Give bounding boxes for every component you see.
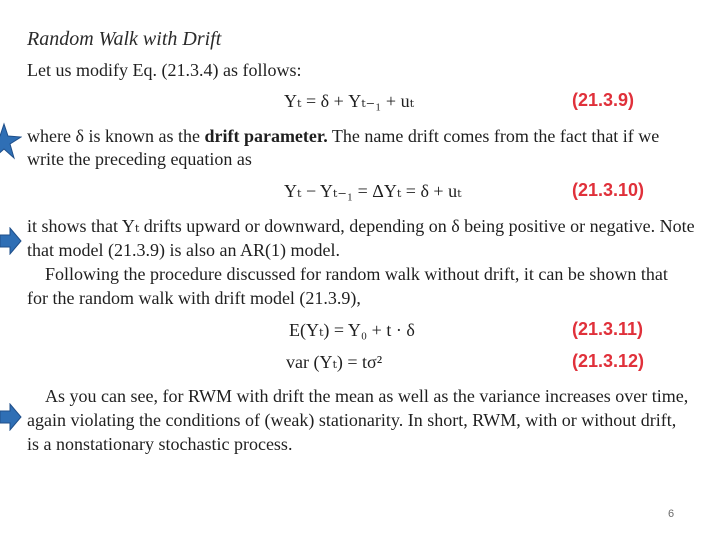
equation-number-21-3-11: (21.3.11) — [572, 319, 644, 339]
equation-21-3-12: var (Yₜ) = tσ² — [286, 352, 383, 372]
para1-text-a: where δ is known as the — [27, 126, 205, 146]
paragraph-2-line-1: it shows that Yₜ drifts upward or downward, depending on δ being positive or negative. Note — [27, 216, 695, 236]
arrow-right-icon — [0, 403, 22, 431]
paragraph-4-line-3: is a nonstationary stochastic process. — [27, 434, 293, 454]
paragraph-4-line-2: again violating the conditions of (weak) stationarity. In short, RWM, with or without drift, — [27, 410, 677, 430]
equation-number-21-3-10: (21.3.10) — [572, 180, 645, 200]
paragraph-4-line-1: As you can see, for RWM with drift the mean as well as the variance increases over time, — [45, 386, 689, 406]
section-heading: Random Walk with Drift — [27, 28, 222, 50]
star-icon — [0, 122, 22, 162]
equation-21-3-9: Yₜ = δ + Yₜ₋₁ + uₜ — [284, 91, 415, 111]
paragraph-1-line-1 — [27, 126, 659, 147]
equation-21-3-10: Yₜ − Yₜ₋₁ = ΔYₜ = δ + uₜ — [284, 181, 462, 201]
paragraph-3-line-1: Following the procedure discussed for random walk without drift, it can be shown that — [45, 264, 668, 284]
paragraph-2-line-2: that model (21.3.9) is also an AR(1) model. — [27, 240, 340, 260]
arrow-right-icon — [0, 227, 22, 255]
equation-number-21-3-12: (21.3.12) — [572, 351, 645, 371]
para1-text-b: The name drift comes from the fact that if we — [327, 126, 660, 146]
paragraph-3-line-2: for the random walk with drift model (21.3.9), — [27, 288, 361, 308]
equation-21-3-11: E(Yₜ) = Y₀ + t · δ — [289, 320, 415, 340]
drift-parameter-term: drift parameter. — [204, 126, 328, 146]
intro-text: Let us modify Eq. (21.3.4) as follows: — [27, 60, 302, 80]
equation-number-21-3-9: (21.3.9) — [572, 90, 635, 110]
paragraph-1-line-2: write the preceding equation as — [27, 149, 252, 169]
page-number: 6 — [668, 508, 675, 520]
